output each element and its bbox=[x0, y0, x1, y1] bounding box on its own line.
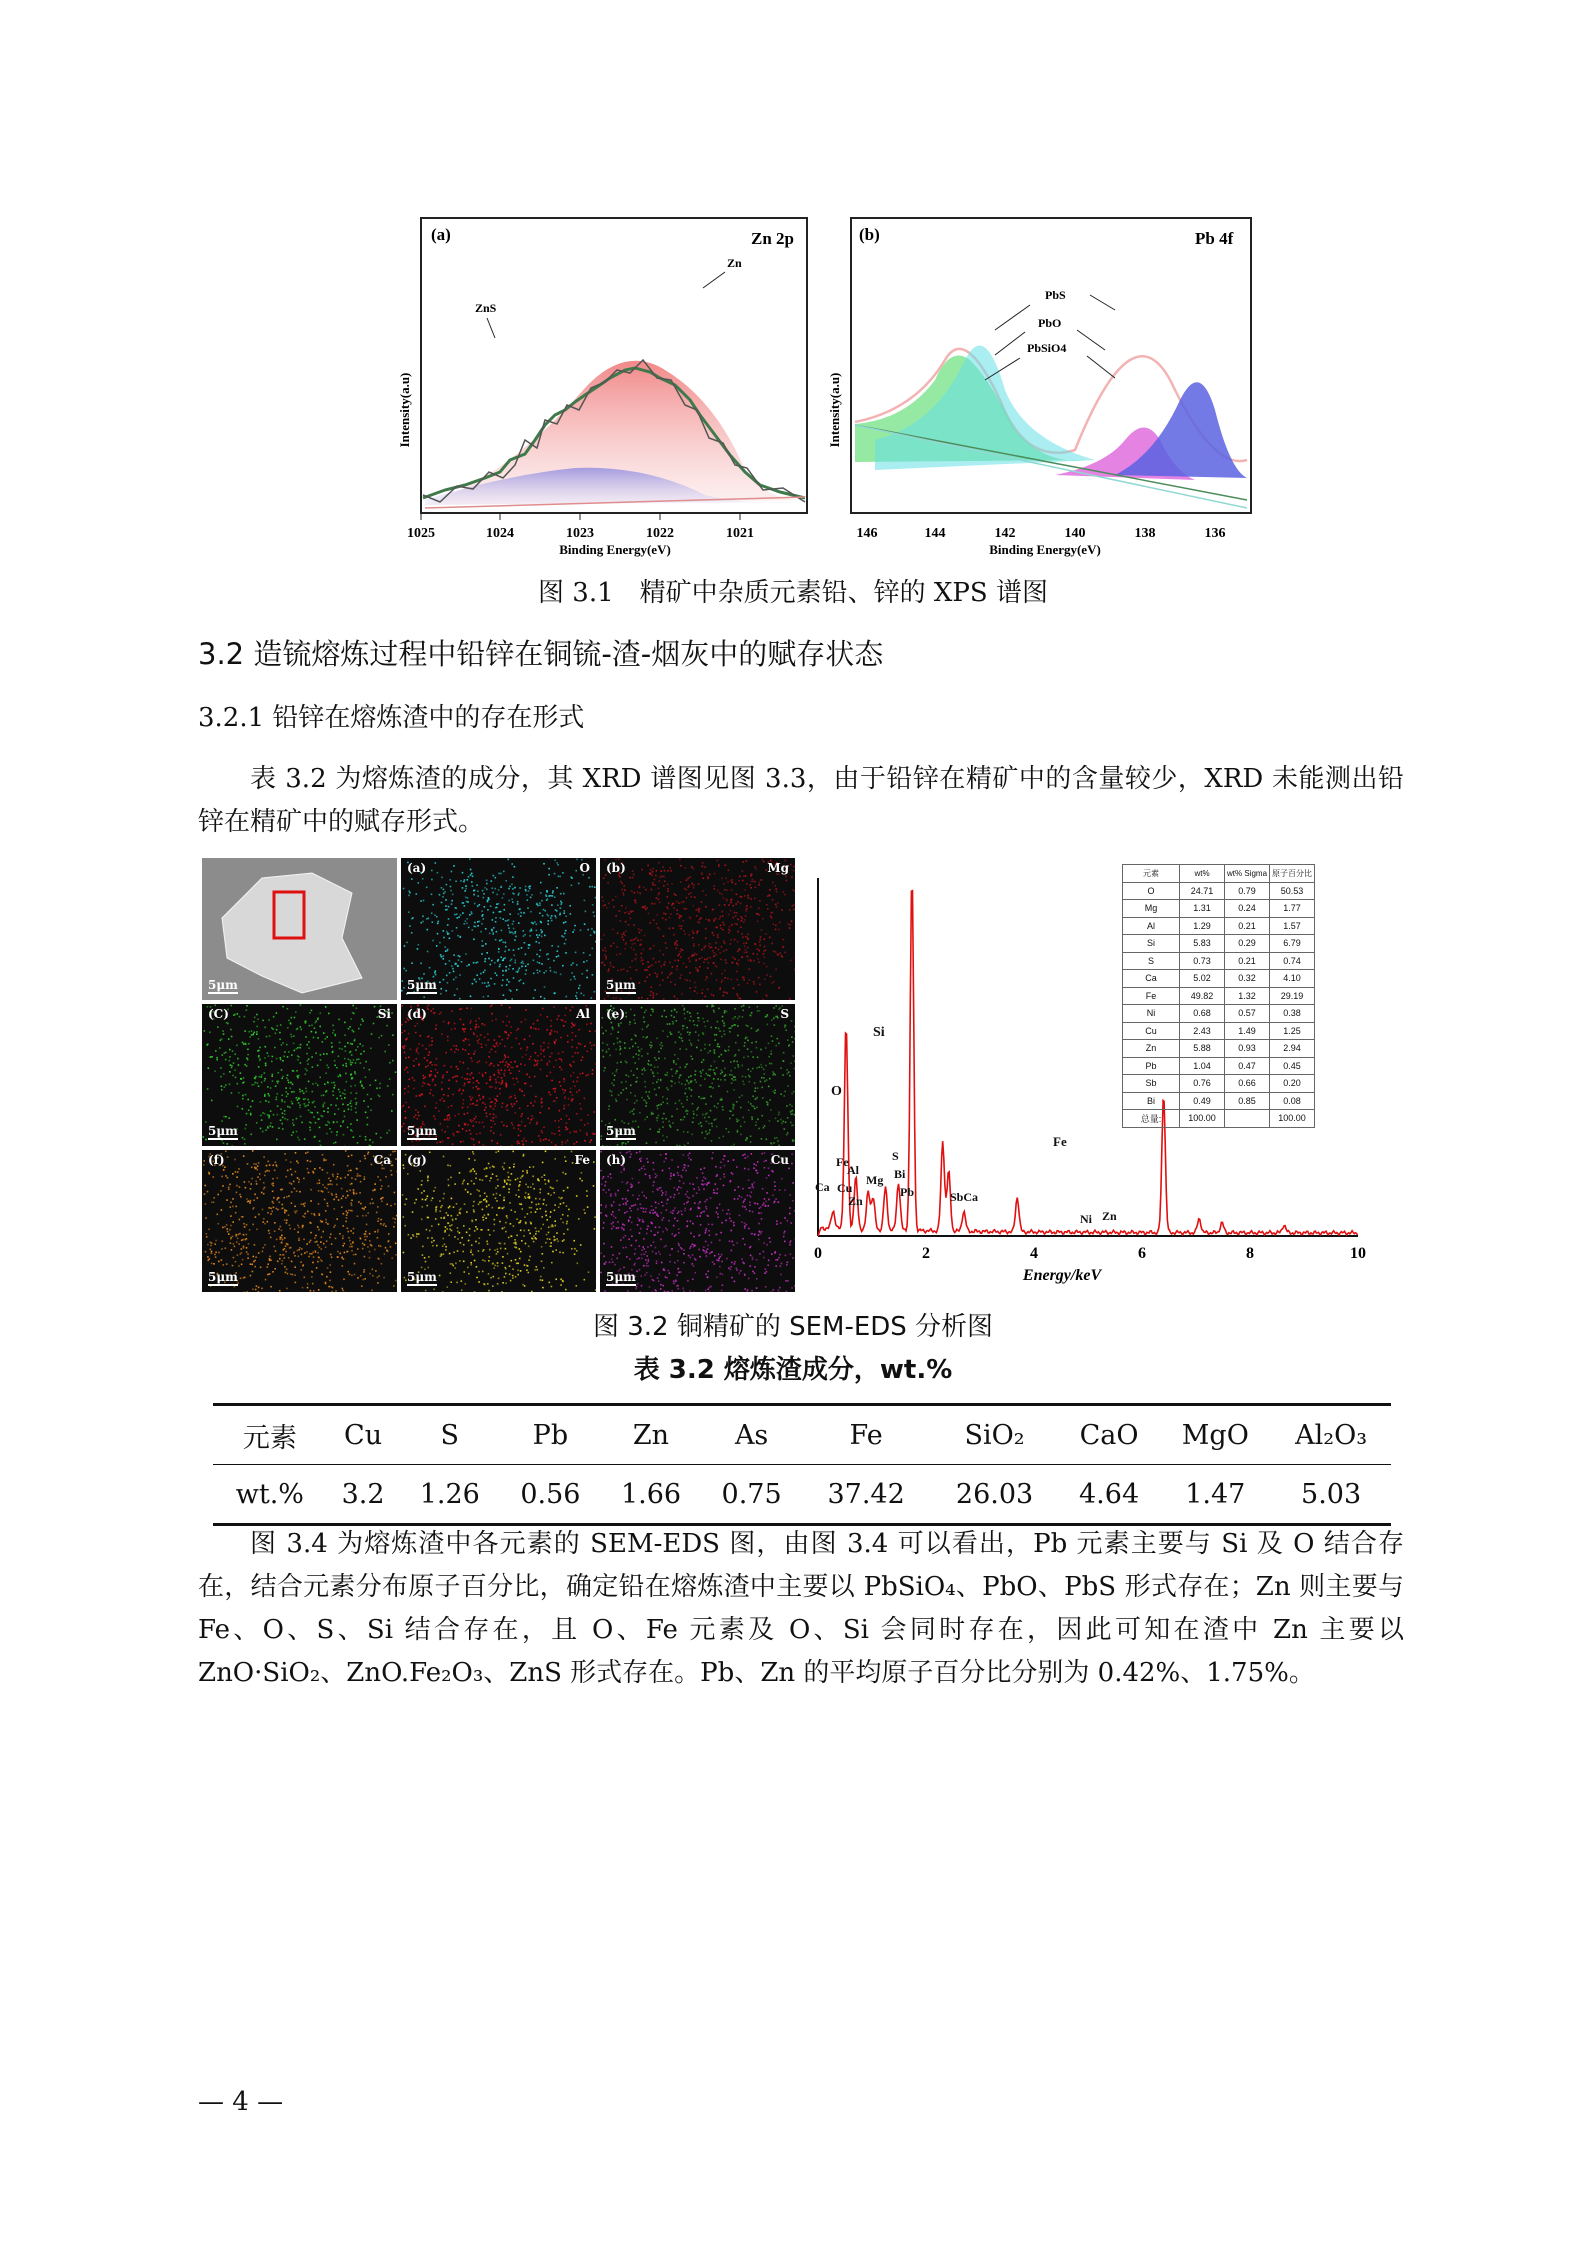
eds-map-panel bbox=[202, 858, 397, 1000]
eds-cell: 0.85 bbox=[1225, 1092, 1270, 1110]
map-element: Mg bbox=[767, 861, 789, 875]
table-header-cell: Al₂O₃ bbox=[1295, 1419, 1368, 1451]
x-tick: 142 bbox=[994, 526, 1016, 541]
table-value-cell: 4.64 bbox=[1079, 1478, 1140, 1510]
eds-cell: 100.00 bbox=[1180, 1110, 1225, 1128]
map-element: O bbox=[579, 861, 590, 875]
eds-row bbox=[1123, 1110, 1315, 1128]
paragraph-2: 图 3.4 为熔炼渣中各元素的 SEM-EDS 图，由图 3.4 可以看出，Pb 元素主要与 Si 及 O 结合存在，结合元素分布原子百分比，确定铅在熔炼渣中主要以 PbSiO₄、PbO、PbS 形式存在；Zn 则主要与 Fe、O、S、Si 结合存在，且 O、Fe 元素及 O、Si 会同时存在，因此可知在渣中 Zn 主要以 ZnO·SiO₂、ZnO.Fe₂O₃、ZnS 形式存在。Pb、Zn 的平均原子百分比分别为 0.42%、1.75%。 bbox=[198, 1529, 1404, 1688]
x-tick: 4 bbox=[1030, 1245, 1038, 1262]
eds-cell: Ni bbox=[1123, 1005, 1180, 1023]
table-value-cell: 0.56 bbox=[520, 1478, 581, 1510]
eds-map-panel bbox=[401, 1150, 596, 1292]
map-element: Ca bbox=[373, 1153, 391, 1167]
eds-cell: 1.29 bbox=[1180, 917, 1225, 935]
figure-3-2 bbox=[202, 858, 1366, 1290]
eds-cell: Pb bbox=[1123, 1057, 1180, 1075]
eds-cell: 0.73 bbox=[1180, 952, 1225, 970]
panel-b-label: (b) bbox=[859, 225, 880, 244]
eds-cell: 0.29 bbox=[1225, 935, 1270, 953]
eds-cell: 总量: bbox=[1123, 1110, 1180, 1128]
eds-cell: 1.04 bbox=[1180, 1057, 1225, 1075]
eds-cell: Mg bbox=[1123, 900, 1180, 918]
x-tick: 136 bbox=[1204, 526, 1226, 541]
panel-b-title: Pb 4f bbox=[1195, 229, 1234, 248]
spectrum-xlabel: Energy/keV bbox=[1022, 1267, 1102, 1284]
eds-cell: Bi bbox=[1123, 1092, 1180, 1110]
eds-row bbox=[1123, 935, 1315, 953]
eds-cell: 2.43 bbox=[1180, 1022, 1225, 1040]
table-header-cell: MgO bbox=[1181, 1419, 1249, 1451]
pbs-label: PbS bbox=[1045, 288, 1066, 302]
figure-3-2-caption: 图 3.2 铜精矿的 SEM-EDS 分析图 bbox=[592, 1312, 994, 1342]
x-tick: 1024 bbox=[486, 526, 514, 541]
subsection-title: 3.2.1 铅锌在熔炼渣中的存在形式 bbox=[198, 703, 585, 733]
figure-3-1-caption: 图 3.1 精矿中杂质元素铅、锌的 XPS 谱图 bbox=[538, 578, 1048, 608]
eds-cell: 24.71 bbox=[1180, 882, 1225, 900]
eds-cell: 2.94 bbox=[1270, 1040, 1315, 1058]
eds-header-cell: wt% Sigma bbox=[1225, 865, 1270, 883]
section-title: 3.2 造锍熔炼过程中铅锌在铜锍-渣-烟灰中的赋存状态 bbox=[198, 637, 884, 671]
map-label: (e) bbox=[606, 1007, 625, 1021]
eds-header-cell: 元素 bbox=[1123, 865, 1180, 883]
table-value-cell: 5.03 bbox=[1301, 1478, 1362, 1510]
pbo-label: PbO bbox=[1038, 316, 1062, 330]
x-tick: 10 bbox=[1350, 1245, 1366, 1262]
peak-label-o: O bbox=[831, 1084, 842, 1099]
eds-cell: Ca bbox=[1123, 970, 1180, 988]
eds-cell: 0.20 bbox=[1270, 1075, 1315, 1093]
x-tick: 1025 bbox=[407, 526, 435, 541]
table-value-cell: 26.03 bbox=[955, 1478, 1034, 1510]
map-label: (h) bbox=[606, 1153, 627, 1167]
table-value-cell: 3.2 bbox=[341, 1478, 385, 1510]
x-tick: 1023 bbox=[566, 526, 594, 541]
eds-cell: 1.49 bbox=[1225, 1022, 1270, 1040]
eds-cell: 50.53 bbox=[1270, 882, 1315, 900]
eds-cell: 0.93 bbox=[1225, 1040, 1270, 1058]
table-value-cell: 0.75 bbox=[721, 1478, 782, 1510]
xps-pb4f-chart bbox=[815, 210, 1265, 560]
eds-cell: Fe bbox=[1123, 987, 1180, 1005]
panel-a-ylabel: Intensity(a.u) bbox=[397, 372, 412, 448]
peak-label-bi: Bi bbox=[894, 1167, 906, 1181]
zn-label: Zn bbox=[727, 256, 742, 270]
x-tick: 6 bbox=[1138, 1245, 1146, 1262]
eds-cell: Si bbox=[1123, 935, 1180, 953]
table-header-cell: S bbox=[440, 1419, 460, 1451]
scale-bar: 5μm bbox=[407, 1124, 437, 1138]
table-header-cell: Fe bbox=[849, 1419, 883, 1451]
table-header-cell: 元素 bbox=[242, 1422, 297, 1454]
eds-cell: 0.21 bbox=[1225, 952, 1270, 970]
eds-cell: 0.32 bbox=[1225, 970, 1270, 988]
pbsio4-label: PbSiO4 bbox=[1027, 341, 1067, 355]
eds-header-cell: wt% bbox=[1180, 865, 1225, 883]
eds-cell: S bbox=[1123, 952, 1180, 970]
x-tick: 0 bbox=[814, 1245, 822, 1262]
eds-cell: Sb bbox=[1123, 1075, 1180, 1093]
xps-zn2p-chart bbox=[385, 210, 825, 560]
eds-row bbox=[1123, 970, 1315, 988]
map-element: Fe bbox=[574, 1153, 590, 1167]
table-header-cell: As bbox=[734, 1419, 769, 1451]
map-label: (d) bbox=[407, 1007, 427, 1021]
map-element: Cu bbox=[770, 1153, 789, 1167]
eds-cell: 1.32 bbox=[1225, 987, 1270, 1005]
eds-map-panel bbox=[600, 858, 795, 1000]
eds-map-panel bbox=[600, 1150, 795, 1292]
scale-bar: 5μm bbox=[606, 1124, 636, 1138]
eds-cell: 5.02 bbox=[1180, 970, 1225, 988]
eds-row bbox=[1123, 1092, 1315, 1110]
table-header-cell: Pb bbox=[532, 1419, 569, 1451]
map-element: Si bbox=[377, 1007, 391, 1021]
panel-a-xlabel: Binding Energy(eV) bbox=[559, 542, 671, 557]
eds-row bbox=[1123, 1075, 1315, 1093]
eds-cell bbox=[1225, 1110, 1270, 1128]
eds-cell: Al bbox=[1123, 917, 1180, 935]
eds-row bbox=[1123, 952, 1315, 970]
eds-cell: 0.08 bbox=[1270, 1092, 1315, 1110]
map-label: (C) bbox=[208, 1007, 229, 1021]
x-tick: 140 bbox=[1064, 526, 1086, 541]
map-element: S bbox=[780, 1007, 789, 1021]
eds-row bbox=[1123, 1005, 1315, 1023]
peak-label-fe-l: Fe bbox=[836, 1155, 849, 1169]
table-header-cell: SiO₂ bbox=[964, 1419, 1025, 1451]
eds-cell: 5.88 bbox=[1180, 1040, 1225, 1058]
peak-label-ca-l: Ca bbox=[815, 1180, 830, 1194]
map-label: (b) bbox=[606, 861, 626, 875]
x-tick: 144 bbox=[924, 526, 946, 541]
x-tick: 2 bbox=[922, 1245, 930, 1262]
peak-label-zn: Zn bbox=[1102, 1209, 1117, 1223]
peak-label-zn-l: Zn bbox=[848, 1194, 863, 1208]
eds-cell: Zn bbox=[1123, 1040, 1180, 1058]
eds-cell: 0.74 bbox=[1270, 952, 1315, 970]
page-number: — 4 — bbox=[198, 2087, 284, 2117]
scale-bar: 5μm bbox=[208, 1270, 238, 1284]
x-tick: 8 bbox=[1246, 1245, 1254, 1262]
peak-label-al: Al bbox=[847, 1163, 859, 1177]
table-header-cell: Zn bbox=[632, 1419, 670, 1451]
scale-bar: 5μm bbox=[407, 1270, 437, 1284]
eds-cell: 49.82 bbox=[1180, 987, 1225, 1005]
eds-cell: 0.76 bbox=[1180, 1075, 1225, 1093]
eds-header-cell: 原子百分比 bbox=[1270, 865, 1315, 883]
peak-label-pb: Pb bbox=[900, 1185, 915, 1199]
table-value-cell: 1.47 bbox=[1185, 1478, 1246, 1510]
eds-row bbox=[1123, 1040, 1315, 1058]
eds-composition-table-wrap bbox=[1122, 864, 1315, 1128]
peak-label-mg: Mg bbox=[866, 1173, 884, 1187]
eds-cell: 1.31 bbox=[1180, 900, 1225, 918]
eds-row bbox=[1123, 1022, 1315, 1040]
eds-cell: 0.24 bbox=[1225, 900, 1270, 918]
panel-a-label: (a) bbox=[431, 225, 451, 244]
map-label: (a) bbox=[407, 861, 427, 875]
peak-label-ni: Ni bbox=[1080, 1212, 1092, 1226]
eds-row bbox=[1123, 900, 1315, 918]
figure-3-1 bbox=[385, 210, 1265, 560]
peak-label-sbca: SbCa bbox=[950, 1190, 979, 1204]
table-value-cell: wt.% bbox=[235, 1478, 304, 1510]
eds-map-panel bbox=[600, 1004, 795, 1146]
scale-bar: 5μm bbox=[208, 1124, 238, 1138]
paragraph-1: 表 3.2 为熔炼渣的成分，其 XRD 谱图见图 3.3，由于铅锌在精矿中的含量较少，XRD 未能测出铅锌在精矿中的赋存形式。 bbox=[198, 764, 1404, 837]
eds-cell: 0.21 bbox=[1225, 917, 1270, 935]
eds-cell: 1.25 bbox=[1270, 1022, 1315, 1040]
scale-bar: 5μm bbox=[606, 1270, 636, 1284]
table-3-2-caption: 表 3.2 熔炼渣成分，wt.% bbox=[633, 1355, 953, 1385]
eds-cell: 6.79 bbox=[1270, 935, 1315, 953]
x-tick: 1022 bbox=[646, 526, 674, 541]
eds-cell: 29.19 bbox=[1270, 987, 1315, 1005]
table-header-cell: CaO bbox=[1079, 1419, 1139, 1451]
table-value-cell: 37.42 bbox=[827, 1478, 905, 1510]
scale-bar: 5μm bbox=[208, 978, 238, 992]
eds-row bbox=[1123, 1057, 1315, 1075]
eds-cell: 0.66 bbox=[1225, 1075, 1270, 1093]
scale-bar: 5μm bbox=[407, 978, 437, 992]
eds-cell: 0.79 bbox=[1225, 882, 1270, 900]
peak-label-cu: Cu bbox=[837, 1181, 853, 1195]
eds-cell: 0.57 bbox=[1225, 1005, 1270, 1023]
table-header-cell: Cu bbox=[344, 1419, 383, 1451]
eds-cell: 0.45 bbox=[1270, 1057, 1315, 1075]
table-3-2 bbox=[213, 1403, 1391, 1526]
eds-cell: 0.38 bbox=[1270, 1005, 1315, 1023]
peak-label-s: S bbox=[892, 1149, 899, 1163]
eds-cell: 1.77 bbox=[1270, 900, 1315, 918]
eds-cell: 0.68 bbox=[1180, 1005, 1225, 1023]
eds-cell: Cu bbox=[1123, 1022, 1180, 1040]
peak-label-fe: Fe bbox=[1053, 1134, 1067, 1149]
map-label: (f) bbox=[208, 1153, 225, 1167]
eds-cell: 100.00 bbox=[1270, 1110, 1315, 1128]
zns-label: ZnS bbox=[475, 301, 497, 315]
map-element: Al bbox=[576, 1007, 590, 1021]
x-tick: 146 bbox=[856, 526, 878, 541]
eds-row bbox=[1123, 882, 1315, 900]
eds-map-panel bbox=[401, 858, 596, 1000]
panel-a-title: Zn 2p bbox=[751, 229, 794, 248]
eds-cell: 5.83 bbox=[1180, 935, 1225, 953]
eds-map-panel bbox=[202, 1004, 397, 1146]
eds-map-panel bbox=[202, 1150, 397, 1292]
eds-cell: 0.49 bbox=[1180, 1092, 1225, 1110]
eds-cell: 1.57 bbox=[1270, 917, 1315, 935]
eds-composition-table bbox=[1122, 864, 1315, 1128]
panel-b-xlabel: Binding Energy(eV) bbox=[989, 542, 1101, 557]
table-value-cell: 1.26 bbox=[419, 1478, 480, 1510]
eds-cell: 4.10 bbox=[1270, 970, 1315, 988]
table-value-cell: 1.66 bbox=[620, 1478, 682, 1510]
x-tick: 138 bbox=[1134, 526, 1156, 541]
eds-row bbox=[1123, 917, 1315, 935]
x-tick: 1021 bbox=[726, 526, 754, 541]
eds-row bbox=[1123, 987, 1315, 1005]
scale-bar: 5μm bbox=[606, 978, 636, 992]
panel-b-ylabel: Intensity(a.u) bbox=[827, 372, 842, 448]
peak-label-si: Si bbox=[873, 1025, 885, 1040]
eds-cell: 0.47 bbox=[1225, 1057, 1270, 1075]
map-label: (g) bbox=[407, 1153, 427, 1167]
eds-cell: O bbox=[1123, 882, 1180, 900]
eds-map-panel bbox=[401, 1004, 596, 1146]
